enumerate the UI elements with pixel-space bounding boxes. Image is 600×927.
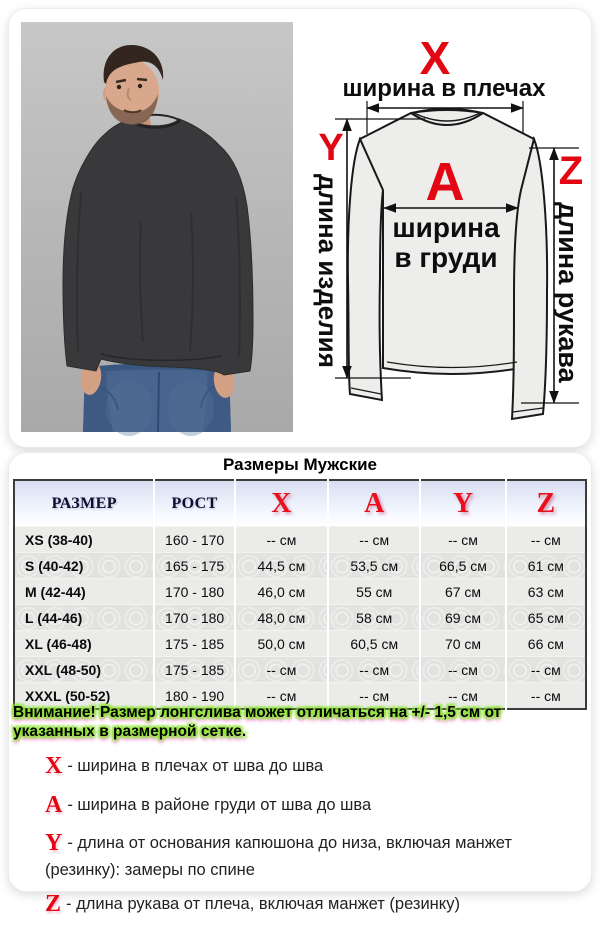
height-cell: 175 - 185: [154, 657, 234, 683]
legend-letter-y: Y: [45, 830, 63, 857]
product-images-card: [8, 8, 592, 448]
y-cell: 69 см: [420, 605, 505, 631]
z-cell: 66 см: [506, 631, 586, 657]
a-cell: 60,5 см: [328, 631, 420, 657]
model-photo: [21, 22, 293, 432]
y-cell: 67 см: [420, 579, 505, 605]
legend-item-x: [45, 751, 585, 783]
section-title: Размеры Мужские: [223, 455, 377, 474]
warning-note: Внимание! Размер лонгслива может отличаться на +/- 1,5 см от указанных в размерной сетке.: [13, 704, 502, 741]
a-cell: -- см: [328, 527, 420, 553]
x-cell: 44,5 см: [235, 553, 328, 579]
size-table: [13, 479, 587, 710]
table-row: [14, 527, 586, 553]
height-cell: 170 - 180: [154, 605, 234, 631]
col-header-x: X: [235, 480, 328, 527]
size-chart-card: [8, 452, 592, 917]
size-cell: XL (46-48): [14, 631, 154, 657]
z-cell: 65 см: [506, 605, 586, 631]
col-header-size: РАЗМЕР: [14, 480, 154, 527]
legend-letter-a: A: [45, 791, 63, 818]
height-cell: 175 - 185: [154, 631, 234, 657]
size-cell: S (40-42): [14, 553, 154, 579]
height-cell: 180 - 190: [154, 683, 234, 710]
measurement-legend: [45, 751, 585, 927]
z-cell: -- см: [506, 527, 586, 553]
table-row: [14, 605, 586, 631]
y-label: длина изделия: [313, 174, 343, 368]
legend-item-a: [45, 790, 585, 822]
measurement-diagram-image: [307, 22, 589, 432]
legend-letter-x: X: [45, 753, 63, 779]
legend-item-z: [45, 889, 585, 921]
z-cell: 63 см: [506, 579, 586, 605]
col-header-a: A: [328, 480, 420, 527]
dark-longsleeve: [63, 115, 253, 375]
x-cell: 46,0 см: [235, 579, 328, 605]
x-cell: 50,0 см: [235, 631, 328, 657]
y-letter: Y: [318, 127, 344, 169]
y-cell: 70 см: [420, 631, 505, 657]
table-row: [14, 657, 586, 683]
table-row: [14, 579, 586, 605]
z-cell: -- см: [506, 657, 586, 683]
x-cell: 48,0 см: [235, 605, 328, 631]
y-cell: 66,5 см: [420, 553, 505, 579]
y-cell: -- см: [420, 527, 505, 553]
size-cell: L (44-46): [14, 605, 154, 631]
legend-letter-z: Z: [45, 890, 62, 917]
height-cell: 160 - 170: [154, 527, 234, 553]
legend-text-z: - длина рукава от плеча, включая манжет (резинку): [66, 894, 460, 913]
table-header-row: [14, 480, 586, 527]
height-cell: 170 - 180: [154, 579, 234, 605]
height-cell: 165 - 175: [154, 553, 234, 579]
legend-text-a: - ширина в районе груди от шва до шва: [67, 795, 372, 814]
size-cell: M (42-44): [14, 579, 154, 605]
z-letter: Z: [558, 149, 584, 193]
size-cell: XS (38-40): [14, 527, 154, 553]
a-cell: -- см: [328, 657, 420, 683]
z-cell: -- см: [506, 683, 586, 710]
x-cell: -- см: [235, 527, 328, 553]
y-cell: -- см: [420, 683, 505, 710]
a-cell: -- см: [328, 683, 420, 710]
table-row: [14, 631, 586, 657]
jeans: [83, 363, 231, 436]
legend-text-x: - ширина в плечах от шва до шва: [67, 757, 324, 775]
x-letter: X: [419, 32, 451, 84]
z-label: длина рукава: [553, 202, 583, 383]
size-cell: XXXL (50-52): [14, 683, 154, 710]
a-label-line1: ширина: [392, 212, 500, 243]
col-header-z: Z: [506, 480, 586, 527]
measurement-diagram: [307, 22, 589, 432]
table-row: [14, 553, 586, 579]
a-label-line2: в груди: [394, 242, 498, 273]
size-cell: XXL (48-50): [14, 657, 154, 683]
col-header-height: РОСТ: [154, 480, 234, 527]
x-cell: -- см: [235, 657, 328, 683]
a-cell: 55 см: [328, 579, 420, 605]
x-label: ширина в плечах: [342, 75, 546, 102]
a-cell: 53,5 см: [328, 553, 420, 579]
col-header-y: Y: [420, 480, 505, 527]
legend-item-y: [45, 828, 585, 881]
y-cell: -- см: [420, 657, 505, 683]
legend-text-y: - длина от основания капюшона до низа, включая манжет (резинку): замеры по спине: [45, 834, 512, 880]
model-photo-image: [21, 22, 293, 432]
x-cell: -- см: [235, 683, 328, 710]
z-cell: 61 см: [506, 553, 586, 579]
a-letter: A: [425, 152, 465, 212]
a-cell: 58 см: [328, 605, 420, 631]
